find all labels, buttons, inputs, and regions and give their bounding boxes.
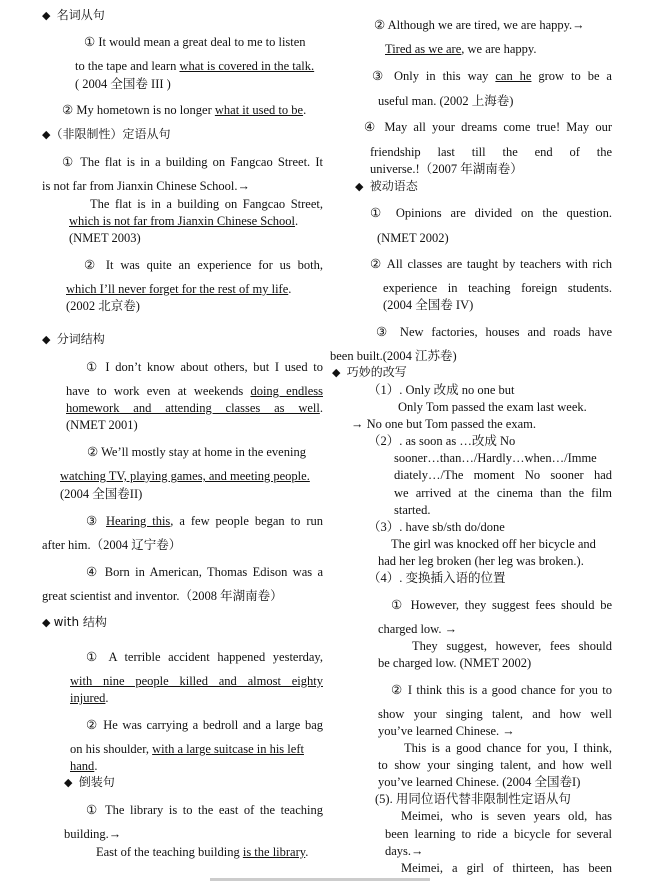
- example-line: ① Opinions are divided on the question.: [370, 206, 612, 220]
- underlined-phrase: which I’ll never forget for the rest of my life: [66, 282, 289, 296]
- example-line: East of the teaching building is the library.: [96, 845, 309, 859]
- example-line: you’ve learned Chinese. (2004 全国卷I): [378, 775, 581, 789]
- example-line: ③ Only in this way can he grow to be a: [372, 69, 612, 83]
- example-line: which is not far from Jianxin Chinese School.: [69, 214, 299, 228]
- underlined-phrase: what is covered in the talk.: [179, 59, 315, 73]
- source-citation: useful man. (2002 上海卷): [378, 94, 514, 108]
- section-title: with 结构: [53, 615, 107, 629]
- section-heading-clever-rewriting: [332, 364, 407, 381]
- source-citation: universe.!（2007 年湖南卷）: [370, 162, 523, 176]
- example-line: ① I don’t know about others, but I used to: [86, 360, 323, 374]
- example-line: ① The flat is in a building on Fangcao Street. It: [62, 155, 323, 169]
- example-line: hand.: [70, 759, 98, 773]
- underlined-phrase: can he: [495, 69, 532, 83]
- example-line: The flat is in a building on Fangcao Street,: [90, 197, 323, 211]
- example-line: ② My hometown is no longer what it used to be.: [62, 103, 307, 117]
- diamond-bullet-icon: ◆: [64, 777, 73, 789]
- example-line: been built.(2004 江苏卷): [330, 349, 457, 363]
- underlined-phrase: with a large suitcase in his left: [152, 742, 304, 756]
- diamond-bullet-icon: ◆: [355, 181, 364, 193]
- underlined-phrase: what it used to be: [214, 103, 304, 117]
- example-line: ① However, they suggest fees should be: [391, 598, 612, 612]
- example-line: ③ Hearing this, a few people began to run: [86, 514, 323, 528]
- diamond-bullet-icon: ◆: [42, 617, 51, 629]
- source-citation: (2002 北京卷): [66, 299, 140, 313]
- section-title: 名词从句: [56, 8, 105, 22]
- example-line: been learning to ride a bicycle for several: [385, 827, 612, 841]
- example-line: diately…/The moment No sooner had: [394, 468, 612, 482]
- section-heading-with-structure: [42, 614, 107, 631]
- section-title: 分词结构: [56, 332, 105, 346]
- diamond-bullet-icon: ◆: [332, 367, 341, 379]
- example-line: Tired as we are, we are happy.: [385, 42, 537, 56]
- rewrite-item-heading: （3）. have sb/sth do/done: [368, 520, 505, 534]
- diamond-bullet-icon: ◆: [42, 129, 51, 141]
- example-line: great scientist and inventor.（2008 年湖南卷）: [42, 589, 283, 603]
- example-line: building.→: [64, 827, 122, 841]
- example-line: have to work even at weekends doing endless: [66, 384, 323, 398]
- example-line: ② All classes are taught by teachers with rich: [370, 257, 612, 271]
- source-citation: (NMET 2001): [66, 418, 138, 432]
- example-line: sooner…than…/Hardly…when…/Imme: [394, 451, 597, 465]
- source-citation: (NMET 2002): [377, 231, 449, 245]
- example-line: is not far from Jianxin Chinese School.→: [42, 179, 250, 193]
- underlined-phrase: Hearing this: [106, 514, 171, 528]
- section-title: 被动语态: [369, 179, 418, 193]
- underlined-phrase: hand: [70, 759, 95, 773]
- rewrite-item-heading: (5). 用同位语代替非限制性定语从句: [375, 792, 571, 806]
- example-line: ① The library is to the east of the teaching: [86, 803, 323, 817]
- section-heading-noun-clause: [42, 7, 105, 24]
- underlined-phrase: is the library: [242, 845, 306, 859]
- cut-off-text-line: [210, 878, 430, 881]
- example-line: experience in teaching foreign students.: [383, 281, 612, 295]
- underlined-phrase: homework and attending classes as well: [66, 401, 320, 415]
- section-heading-attributive-clause: [42, 126, 170, 143]
- underlined-phrase: Tired as we are: [385, 42, 462, 56]
- example-line: injured.: [70, 691, 109, 705]
- diamond-bullet-icon: ◆: [42, 334, 51, 346]
- example-line: ② He was carrying a bedroll and a large bag: [86, 718, 323, 732]
- source-citation: (NMET 2003): [69, 231, 141, 245]
- section-title: 巧妙的改写: [346, 365, 407, 379]
- example-line: ② We’ll mostly stay at home in the evening: [87, 445, 306, 459]
- example-line: friendship last till the end of the: [370, 145, 612, 159]
- rewrite-item-heading: （1）. Only 改成 no one but: [368, 383, 515, 397]
- example-line: Meimei, a girl of thirteen, has been: [401, 861, 612, 875]
- underlined-phrase: which is not far from Jianxin Chinese School: [69, 214, 296, 228]
- rewrite-item-heading: （2）. as soon as …改成 No: [368, 434, 516, 448]
- source-citation: ( 2004 全国卷 III ): [75, 77, 171, 91]
- example-line: This is a good chance for you, I think,: [404, 741, 612, 755]
- example-line: They suggest, however, fees should: [412, 639, 612, 653]
- example-line: [60, 468, 310, 484]
- section-heading-participle: [42, 331, 105, 348]
- example-line: after him.（2004 辽宁卷）: [42, 538, 182, 552]
- section-heading-inversion: [64, 774, 115, 791]
- source-citation: (2004 全国卷II): [60, 487, 143, 501]
- example-line: started.: [394, 503, 431, 517]
- example-line: show your singing talent, and how well: [378, 707, 612, 721]
- example-line: The girl was knocked off her bicycle and: [391, 537, 596, 551]
- example-line: Meimei, who is seven years old, has: [401, 809, 612, 823]
- example-line: had her leg broken (her leg was broken.).: [378, 554, 584, 568]
- section-title: （非限制性）定语从句: [50, 127, 171, 141]
- example-line: ③ New factories, houses and roads have: [376, 325, 612, 339]
- example-line: days.→: [385, 844, 424, 858]
- example-line: ① It would mean a great deal to me to listen: [84, 35, 306, 49]
- example-line: we arrived at the cinema than the film: [394, 486, 612, 500]
- underlined-phrase: injured: [70, 691, 106, 705]
- example-line: ② It was quite an experience for us both,: [84, 258, 323, 272]
- underlined-phrase: with nine people killed and almost eighty: [70, 674, 323, 688]
- underlined-phrase: watching TV, playing games, and meeting people.: [60, 469, 310, 483]
- example-line: which I’ll never forget for the rest of my life.: [66, 282, 292, 296]
- example-line: to the tape and learn what is covered in the talk.: [75, 59, 315, 73]
- example-line: ④ May all your dreams come true! May our: [364, 120, 612, 134]
- rewrite-item-heading: （4）. 变换插入语的位置: [368, 571, 506, 585]
- example-line: to show your singing talent, and how well: [378, 758, 612, 772]
- example-line: ② I think this is a good chance for you to: [391, 683, 612, 697]
- example-line: you’ve learned Chinese. →: [378, 724, 515, 738]
- example-line: be charged low. (NMET 2002): [378, 656, 532, 670]
- section-title: 倒装句: [78, 775, 115, 789]
- example-line: ① A terrible accident happened yesterday,: [86, 650, 323, 664]
- example-line: → No one but Tom passed the exam.: [351, 417, 536, 431]
- example-line: on his shoulder, with a large suitcase in his left: [70, 742, 304, 756]
- example-line: ② Although we are tired, we are happy.→: [374, 18, 585, 32]
- source-citation: (2004 全国卷 IV): [383, 298, 474, 312]
- example-line: homework and attending classes as well.: [66, 401, 323, 415]
- example-line: [70, 673, 323, 689]
- example-line: Only Tom passed the exam last week.: [398, 400, 587, 414]
- section-heading-passive-voice: [355, 178, 418, 195]
- diamond-bullet-icon: ◆: [42, 10, 51, 22]
- example-line: charged low. →: [378, 622, 458, 636]
- example-line: ④ Born in American, Thomas Edison was a: [86, 565, 323, 579]
- underlined-phrase: doing endless: [250, 384, 323, 398]
